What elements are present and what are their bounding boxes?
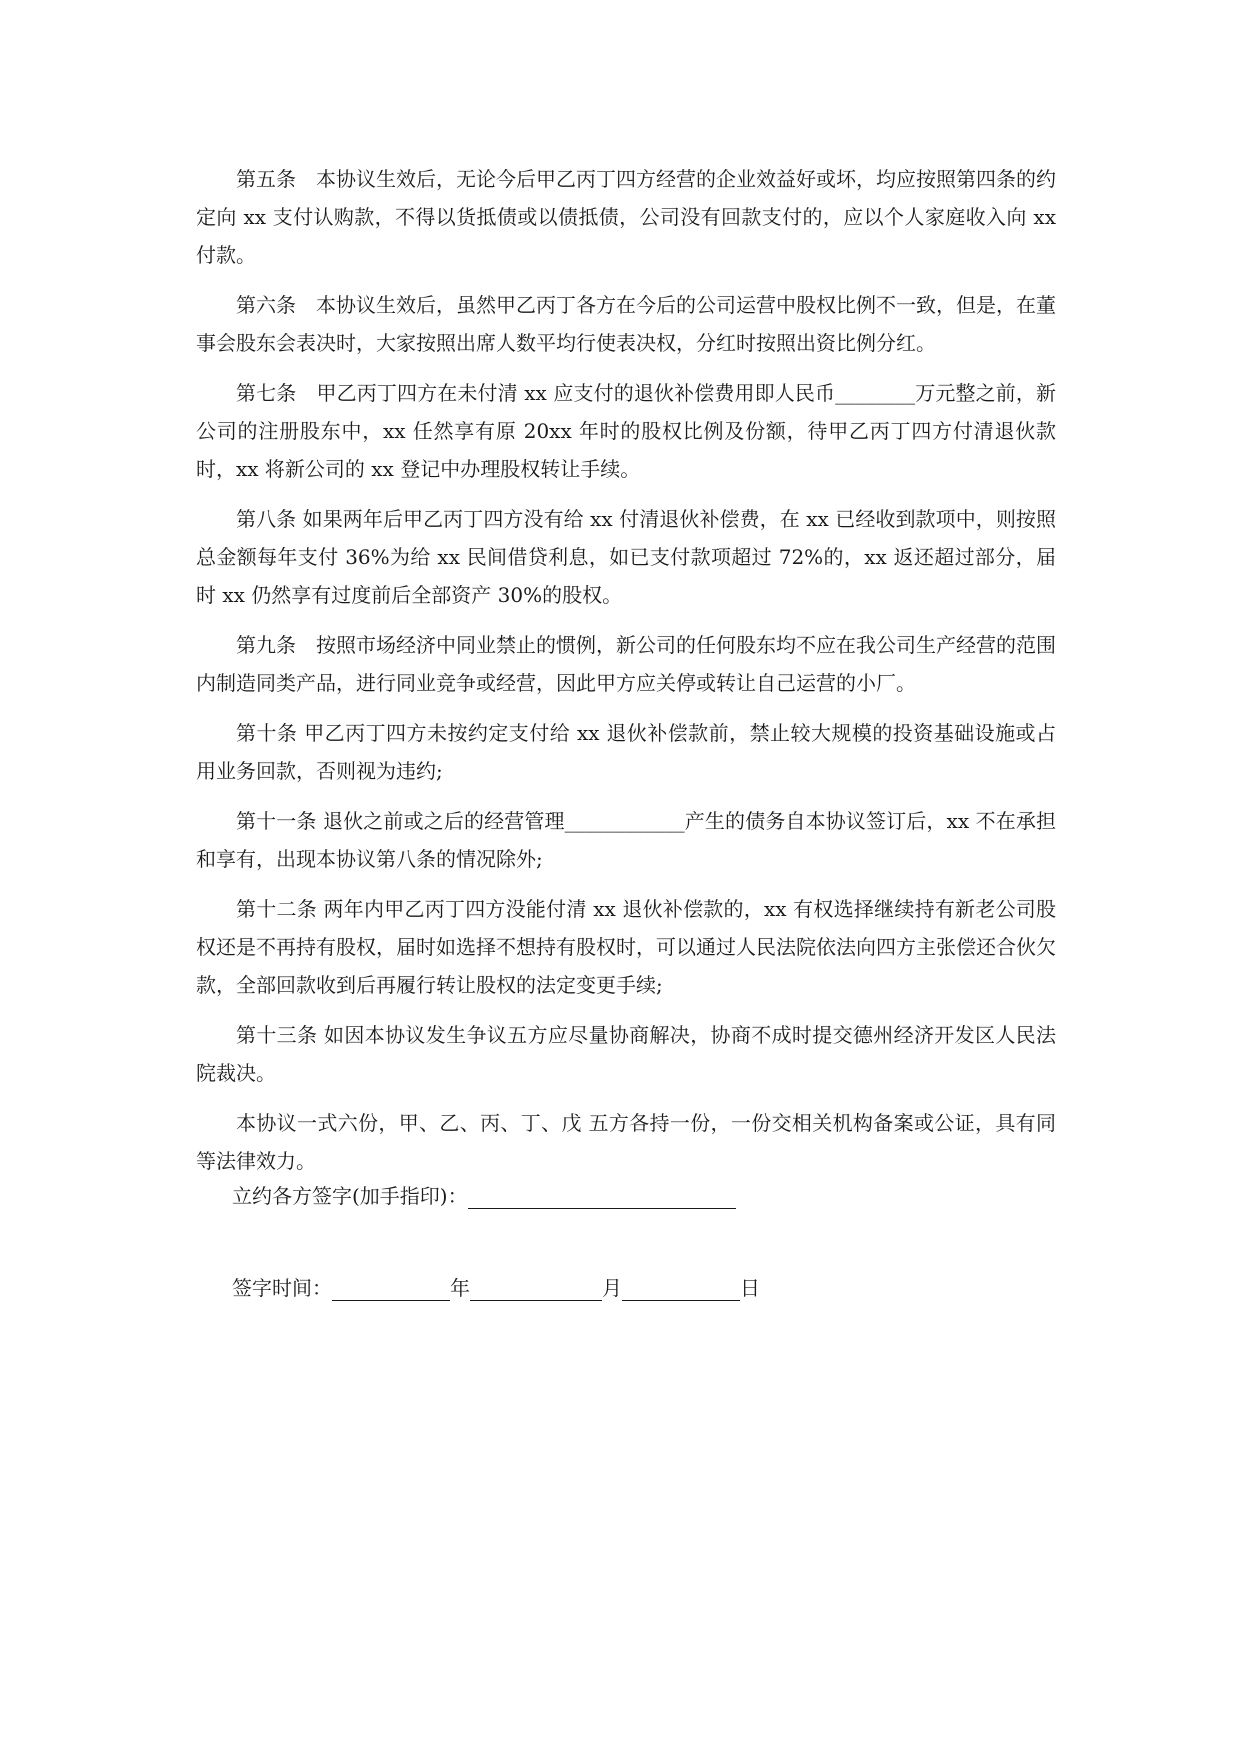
signature-blank	[468, 1184, 736, 1209]
date-label: 签字时间：	[232, 1276, 332, 1300]
day-blank	[622, 1276, 740, 1301]
year-label: 年	[450, 1276, 470, 1300]
clause-12: 第十二条 两年内甲乙丙丁四方没能付清 xx 退伙补偿款的，xx 有权选择继续持有新老公司股权还是不再持有股权，届时如选择不想持有股权时，可以通过人民法院依法向四方主张偿还合伙欠款，全部回款收到后再履行转让股权的法定变更手续;	[196, 897, 1056, 997]
clause-13: 第十三条 如因本协议发生争议五方应尽量协商解决，协商不成时提交德州经济开发区人民法院裁决。	[196, 1023, 1056, 1085]
clause-9: 第九条 按照市场经济中同业禁止的惯例，新公司的任何股东均不应在我公司生产经营的范围内制造同类产品，进行同业竞争或经营，因此甲方应关停或转让自己运营的小厂。	[196, 633, 1056, 695]
signature-label: 立约各方签字(加手指印)：	[232, 1184, 468, 1208]
clause-8: 第八条 如果两年后甲乙丙丁四方没有给 xx 付清退伙补偿费，在 xx 已经收到款项中，则按照总金额每年支付 36%为给 xx 民间借贷利息，如已支付款项超过 72%的，xx 返还超过部分，届时 xx 仍然享有过度前后全部资产 30%的股权。	[196, 507, 1056, 607]
signature-row	[232, 1180, 736, 1209]
clause-6: 第六条 本协议生效后，虽然甲乙丙丁各方在今后的公司运营中股权比例不一致，但是，在董事会股东会表决时，大家按照出席人数平均行使表决权，分红时按照出资比例分红。	[196, 293, 1056, 355]
clause-7: 第七条 甲乙丙丁四方在未付清 xx 应支付的退伙补偿费用即人民币________万元整之前，新公司的注册股东中，xx 任然享有原 20xx 年时的股权比例及份额，待甲乙丙丁四方付清退伙款时，xx 将新公司的 xx 登记中办理股权转让手续。	[196, 381, 1056, 481]
date-row	[232, 1272, 760, 1301]
clause-11: 第十一条 退伙之前或之后的经营管理____________产生的债务自本协议签订后，xx 不在承担和享有，出现本协议第八条的情况除外;	[196, 809, 1056, 871]
month-label: 月	[602, 1276, 622, 1300]
agreement-body	[196, 160, 1056, 1192]
day-label: 日	[740, 1276, 760, 1300]
clause-10: 第十条 甲乙丙丁四方未按约定支付给 xx 退伙补偿款前，禁止较大规模的投资基础设施或占用业务回款，否则视为违约;	[196, 721, 1056, 783]
month-blank	[470, 1276, 602, 1301]
clause-5: 第五条 本协议生效后，无论今后甲乙丙丁四方经营的企业效益好或坏，均应按照第四条的约定向 xx 支付认购款，不得以货抵债或以债抵债，公司没有回款支付的，应以个人家庭收入向 xx 付款。	[196, 167, 1056, 267]
copies-statement: 本协议一式六份，甲、乙、丙、丁、戊 五方各持一份，一份交相关机构备案或公证，具有同等法律效力。	[196, 1111, 1056, 1173]
year-blank	[332, 1276, 450, 1301]
